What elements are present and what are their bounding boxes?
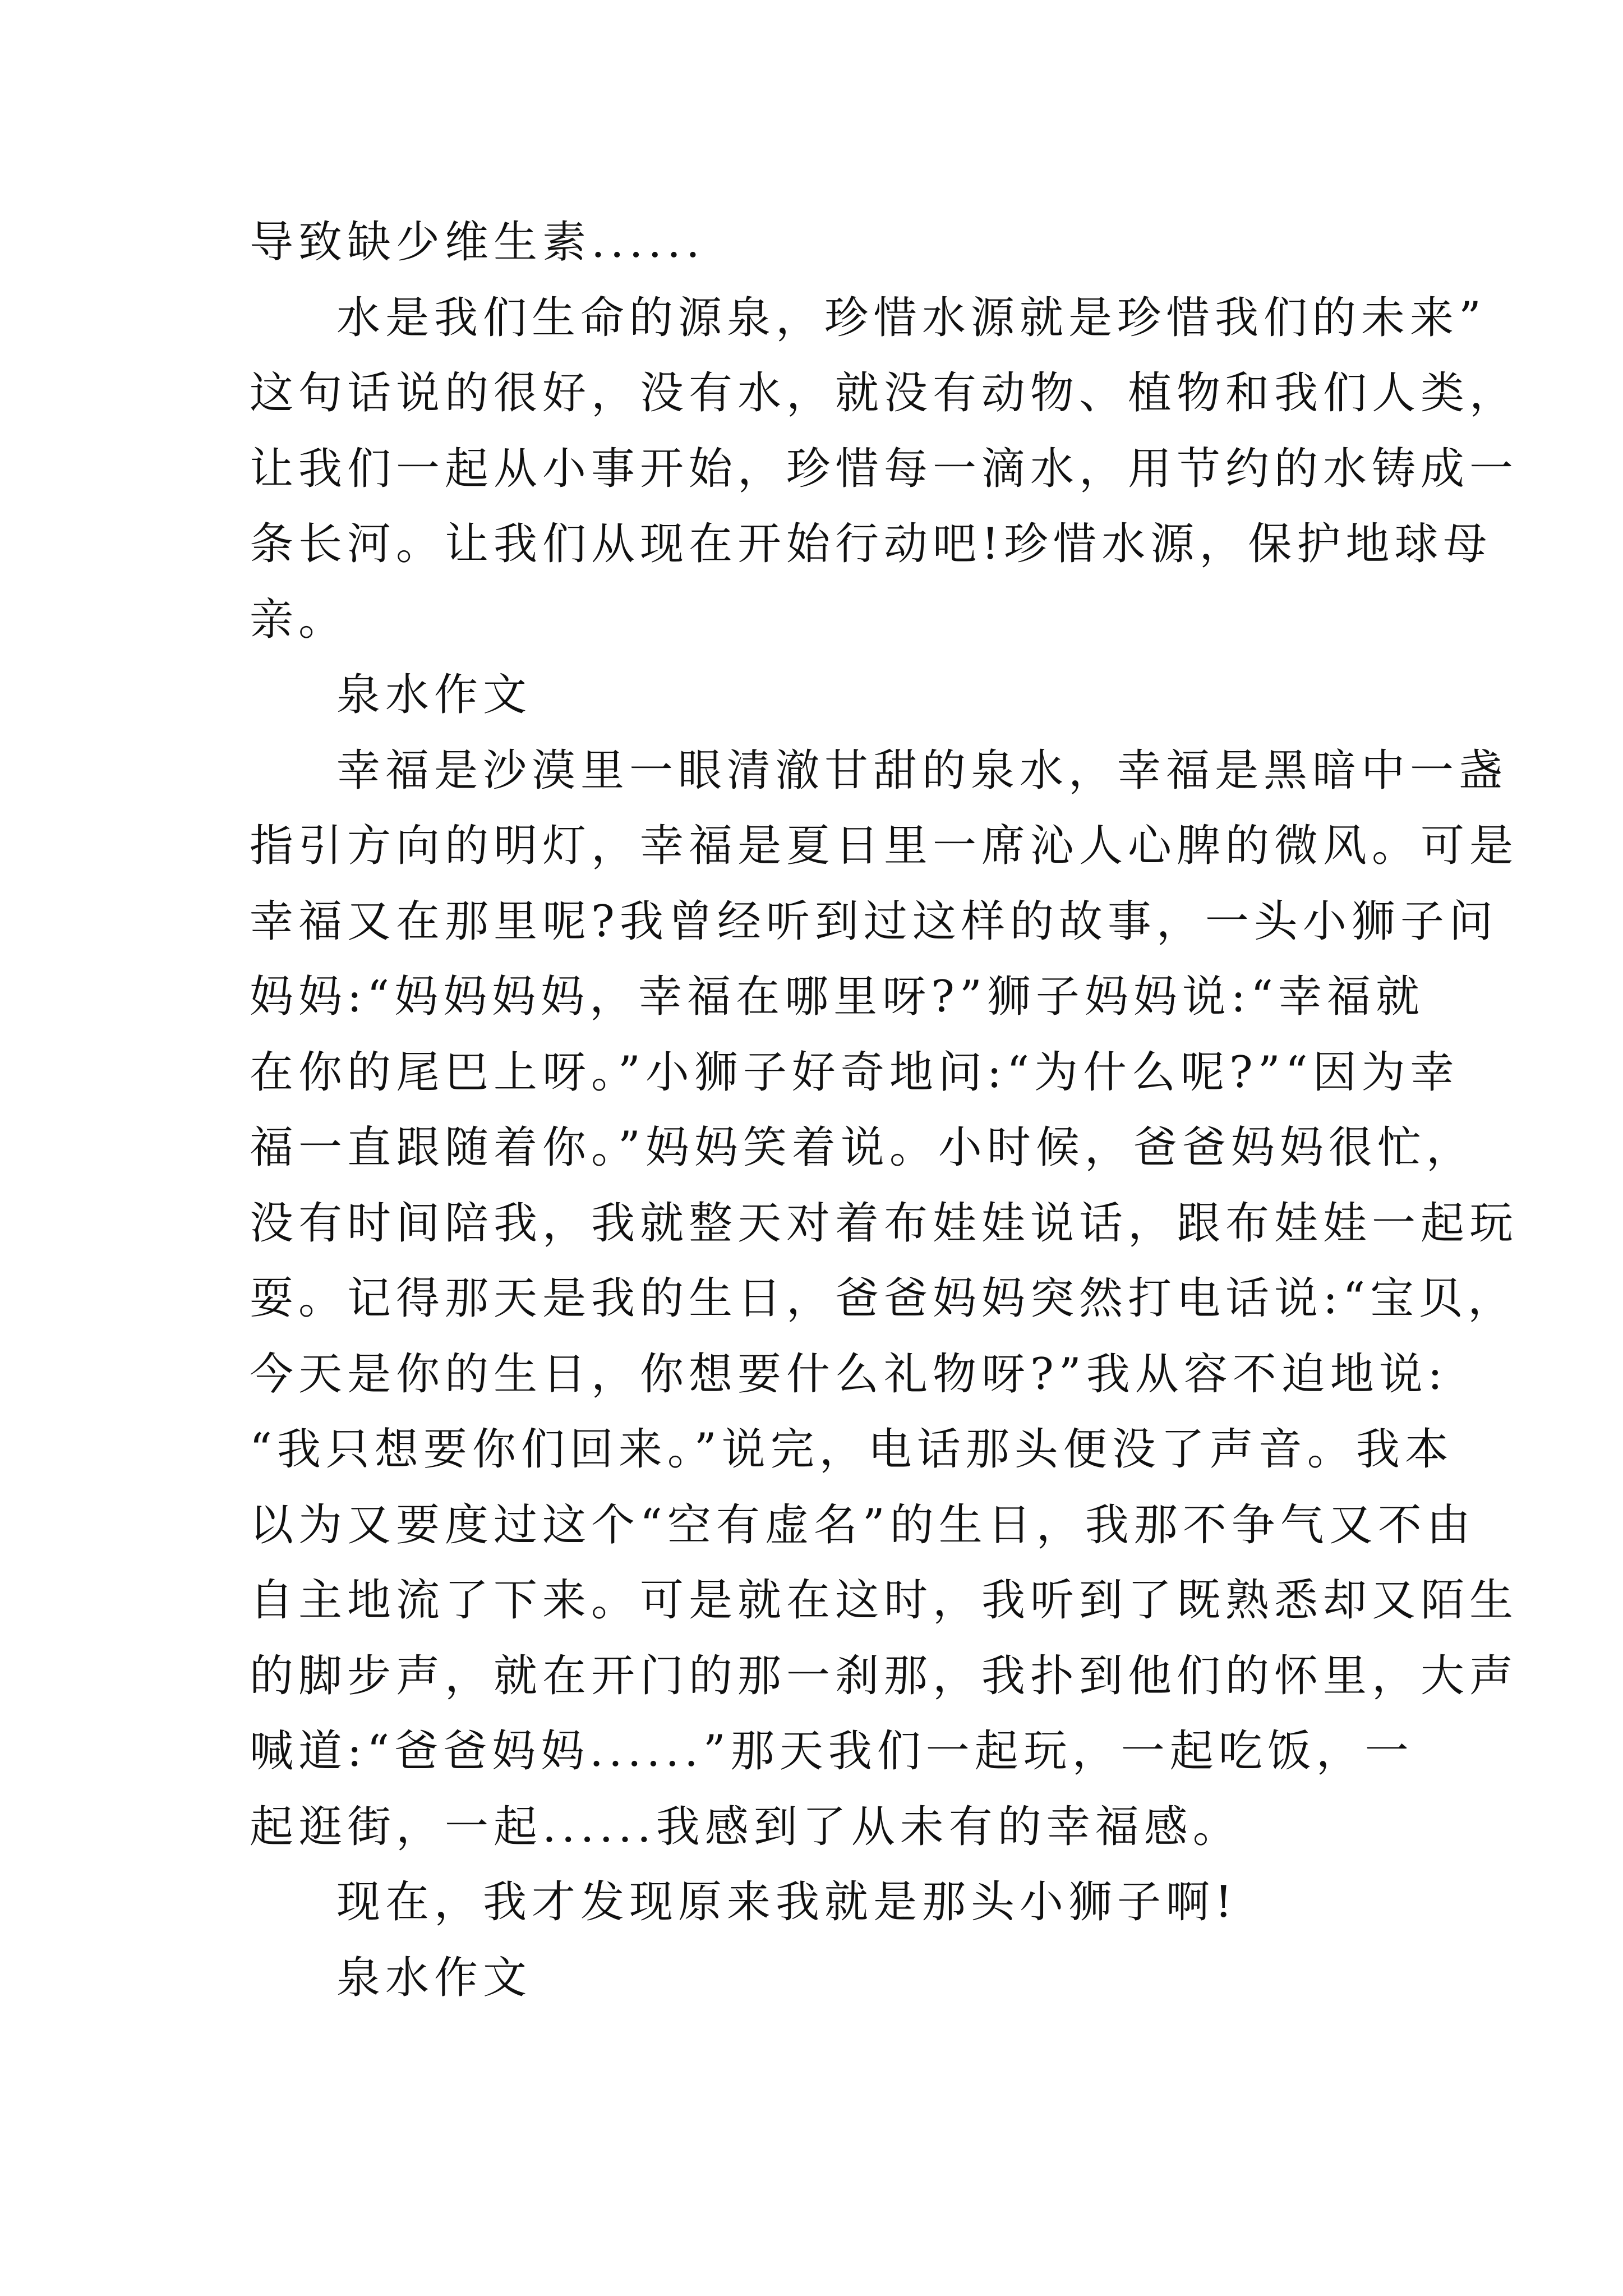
text-line: 的脚步声，就在开门的那一刹那，我扑到他们的怀里，大声 <box>250 1650 1519 1701</box>
text-line: 福一直跟随着你。”妈妈笑着说。小时候，爸爸妈妈很忙， <box>250 1122 1475 1173</box>
text-line: 没有时间陪我，我就整天对着布娃娃说话，跟布娃娃一起玩 <box>250 1198 1519 1249</box>
text-line: 耍。记得那天是我的生日，爸爸妈妈突然打电话说:“宝贝， <box>250 1273 1517 1324</box>
text-line: 现在，我才发现原来我就是那头小狮子啊! <box>336 1877 1238 1927</box>
section-heading: 泉水作文 <box>336 670 532 720</box>
text-line: 条长河。让我们从现在开始行动吧!珍惜水源，保护地球母 <box>250 519 1492 569</box>
text-line: 妈妈:“妈妈妈妈，幸福在哪里呀?”狮子妈妈说:“幸福就 <box>250 972 1425 1022</box>
text-line: 导致缺少维生素...... <box>250 217 705 268</box>
text-line: “我只想要你们回来。”说完，电话那头便没了声音。我本 <box>250 1424 1454 1475</box>
text-line: 今天是你的生日，你想要什么礼物呀?”我从容不迫地说: <box>250 1349 1447 1400</box>
essay-text <box>250 205 1519 2016</box>
text-line: 自主地流了下来。可是就在这时，我听到了既熟悉却又陌生 <box>250 1575 1519 1626</box>
text-line: 以为又要度过这个“空有虚名”的生日，我那不争气又不由 <box>250 1499 1476 1550</box>
text-line: 起逛街，一起......我感到了从未有的幸福感。 <box>250 1801 1242 1852</box>
text-line: 水是我们生命的源泉，珍惜水源就是珍惜我们的未来” <box>336 292 1486 343</box>
text-line: 喊道:“爸爸妈妈......”那天我们一起玩，一起吃饭，一 <box>250 1726 1414 1777</box>
text-line: 幸福又在那里呢?我曾经听到过这样的故事，一头小狮子问 <box>250 896 1498 947</box>
text-line: 指引方向的明灯，幸福是夏日里一席沁人心脾的微风。可是 <box>250 821 1519 871</box>
section-heading: 泉水作文 <box>336 1952 532 2003</box>
text-line: 在你的尾巴上呀。”小狮子好奇地问:“为什么呢?”“因为幸 <box>250 1047 1459 1098</box>
text-line: 让我们一起从小事开始，珍惜每一滴水，用节约的水铸成一 <box>250 443 1519 494</box>
text-line: 这句话说的很好，没有水，就没有动物、植物和我们人类， <box>250 368 1519 418</box>
text-line: 幸福是沙漠里一眼清澈甘甜的泉水，幸福是黑暗中一盏 <box>336 745 1508 796</box>
text-line: 亲。 <box>250 594 348 645</box>
